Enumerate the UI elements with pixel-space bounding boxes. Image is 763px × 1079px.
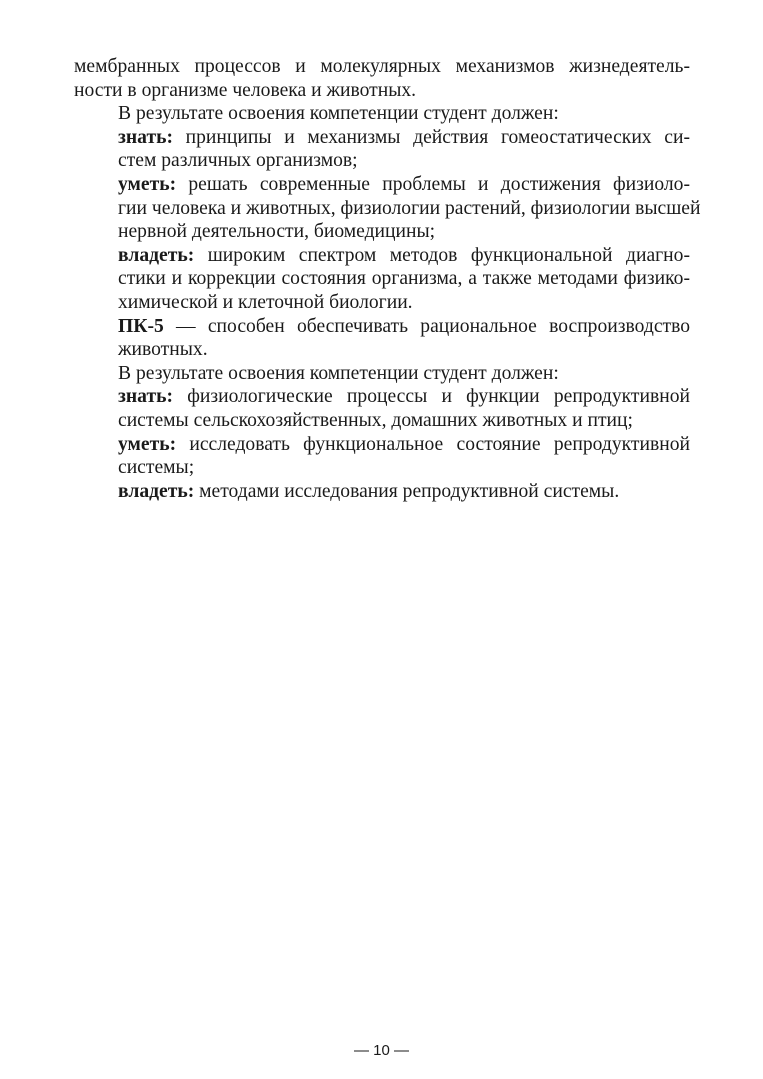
text-line: уметь: исследовать функциональное состояние репродуктивной	[118, 433, 690, 455]
text-line: гии человека и животных, физиологии растений, физиологии высшей	[118, 197, 701, 219]
document-body	[74, 55, 701, 503]
text-line: мембранных процессов и молекулярных механизмов жизнедеятель-	[74, 56, 690, 77]
text-line: В результате освоения компетенции студент должен:	[118, 362, 559, 384]
paragraph-intro-2	[74, 362, 690, 386]
text-line: уметь: решать современные проблемы и достижения физиоло-	[118, 173, 690, 195]
page-number: — 10 —	[353, 1042, 410, 1059]
paragraph-know-2	[74, 385, 690, 432]
text-line: стики и коррекции состояния организма, а также методами физико-	[118, 268, 690, 290]
text-line: ПК-5 — способен обеспечивать рациональное воспроизводство	[118, 315, 690, 337]
paragraph-competence-pk5	[74, 315, 690, 362]
term-know: знать:	[118, 386, 173, 408]
text-line: владеть: методами исследования репродуктивной системы.	[118, 480, 620, 502]
text-line: знать: физиологические процессы и функции репродуктивной	[118, 386, 690, 408]
term-master: владеть:	[118, 244, 195, 266]
text-line: системы;	[118, 457, 195, 479]
text-line: В результате освоения компетенции студент должен:	[118, 103, 559, 125]
text-line: ности в организме человека и животных.	[74, 79, 417, 101]
term-know: знать:	[118, 126, 173, 148]
text-line: системы сельскохозяйственных, домашних животных и птиц;	[118, 409, 633, 431]
text-line: знать: принципы и механизмы действия гомеостатических си-	[118, 126, 690, 148]
term-can: уметь:	[118, 173, 177, 195]
paragraph-continuation	[74, 55, 690, 102]
text-line: стем различных организмов;	[118, 150, 358, 172]
paragraph-master-1	[74, 244, 690, 315]
paragraph-intro-1	[74, 102, 690, 126]
text-line: нервной деятельности, биомедицины;	[118, 221, 436, 243]
term-can: уметь:	[118, 433, 177, 455]
text-line: владеть: широким спектром методов функциональной диагно-	[118, 244, 690, 266]
competence-code: ПК-5	[118, 315, 164, 337]
text-line: животных.	[118, 339, 208, 361]
paragraph-know-1	[74, 126, 690, 173]
paragraph-master-2	[74, 480, 690, 504]
paragraph-can-2	[74, 433, 690, 480]
paragraph-can-1	[74, 173, 701, 244]
term-master: владеть:	[118, 480, 195, 502]
text-line: химической и клеточной биологии.	[118, 291, 413, 313]
